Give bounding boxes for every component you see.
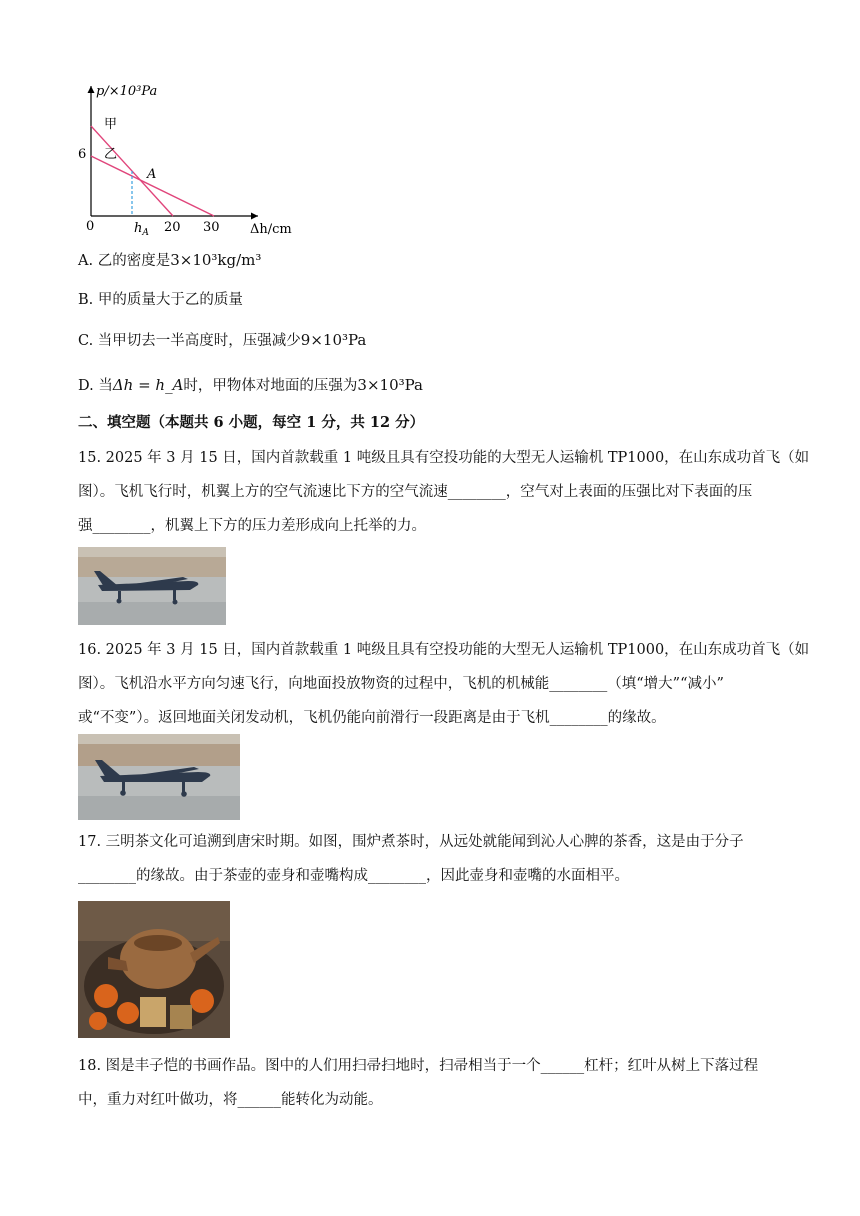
origin-label: 0: [86, 219, 95, 234]
q16-line-3: 或“不变”）。返回地面关闭发动机，飞机仍能向前滑行一段距离是由于飞机________的缘故。: [78, 710, 666, 726]
option-c: [78, 329, 366, 352]
option-d-suffix: 时，甲物体对地面的压强为: [183, 378, 358, 394]
series-label-jia: 甲: [104, 117, 118, 132]
tea-stove-photo: [78, 901, 230, 1038]
option-a-value: 3×10³kg/m³: [170, 251, 262, 269]
aircraft-photo-1: [78, 547, 226, 625]
option-c-value: 9×10³Pa: [300, 331, 367, 349]
q16-line-1: 16. 2025 年 3 月 15 日，国内首款载重 1 吨级且具有空投功能的大型无人运输机 TP1000，在山东成功首飞（如: [78, 642, 810, 658]
q18-line-1: 18. 图是丰子恺的书画作品。图中的人们用扫帚扫地时，扫帚相当于一个______杠杆；红叶从树上下落过程: [78, 1058, 759, 1074]
option-b-text: B. 甲的质量大于乙的质量: [78, 292, 243, 308]
x-tick-label-30: 30: [203, 220, 220, 235]
q15-line-2: 图）。飞机飞行时，机翼上方的空气流速比下方的空气流速________，空气对上表面的压强比对下表面的压: [78, 484, 753, 500]
q18-line-2: 中，重力对红叶做功，将______能转化为动能。: [78, 1092, 383, 1108]
option-c-text: C. 当甲切去一半高度时，压强减少: [78, 333, 301, 349]
option-d-formula: Δh = h_A: [112, 376, 184, 394]
q15-line-1: 15. 2025 年 3 月 15 日，国内首款载重 1 吨级且具有空投功能的大型无人运输机 TP1000，在山东成功首飞（如: [78, 450, 810, 466]
x-axis-label: Δh/cm: [250, 222, 292, 237]
option-b: [78, 289, 243, 311]
pressure-height-graph: [76, 78, 292, 240]
q17-line-1: 17. 三明茶文化可追溯到唐宋时期。如图，围炉煮茶时，从远处就能闻到沁人心脾的茶香，这是由于分子: [78, 834, 744, 850]
y-axis-label: p/×10³Pa: [96, 84, 158, 99]
series-line-1: [91, 156, 214, 216]
section-title: 二、填空题（本题共 6 小题，每空 1 分，共 12 分）: [78, 414, 425, 431]
option-d: [78, 374, 423, 397]
q16-line-2: 图）。飞机沿水平方向匀速飞行，向地面投放物资的过程中，飞机的机械能________（填“增大”“减小”: [78, 676, 724, 692]
aircraft-photo-2: [78, 734, 240, 820]
option-d-value: 3×10³Pa: [357, 376, 423, 394]
x-tick-label-20: 20: [164, 220, 181, 235]
option-a-text: A. 乙的密度是: [78, 253, 171, 269]
option-d-prefix: D. 当: [78, 378, 113, 394]
q15-line-3: 强________，机翼上下方的压力差形成向上托举的力。: [78, 518, 426, 534]
x-tick-label-ha: $h_A$: [134, 221, 149, 238]
q17-line-2: ________的缘故。由于茶壶的壶身和壶嘴构成________，因此壶身和壶嘴的水面相平。: [78, 868, 629, 884]
y-tick-label-6: 6: [78, 147, 87, 162]
option-a: [78, 249, 261, 272]
series-label-yi: 乙: [104, 147, 118, 162]
point-a-label: A: [147, 167, 157, 182]
